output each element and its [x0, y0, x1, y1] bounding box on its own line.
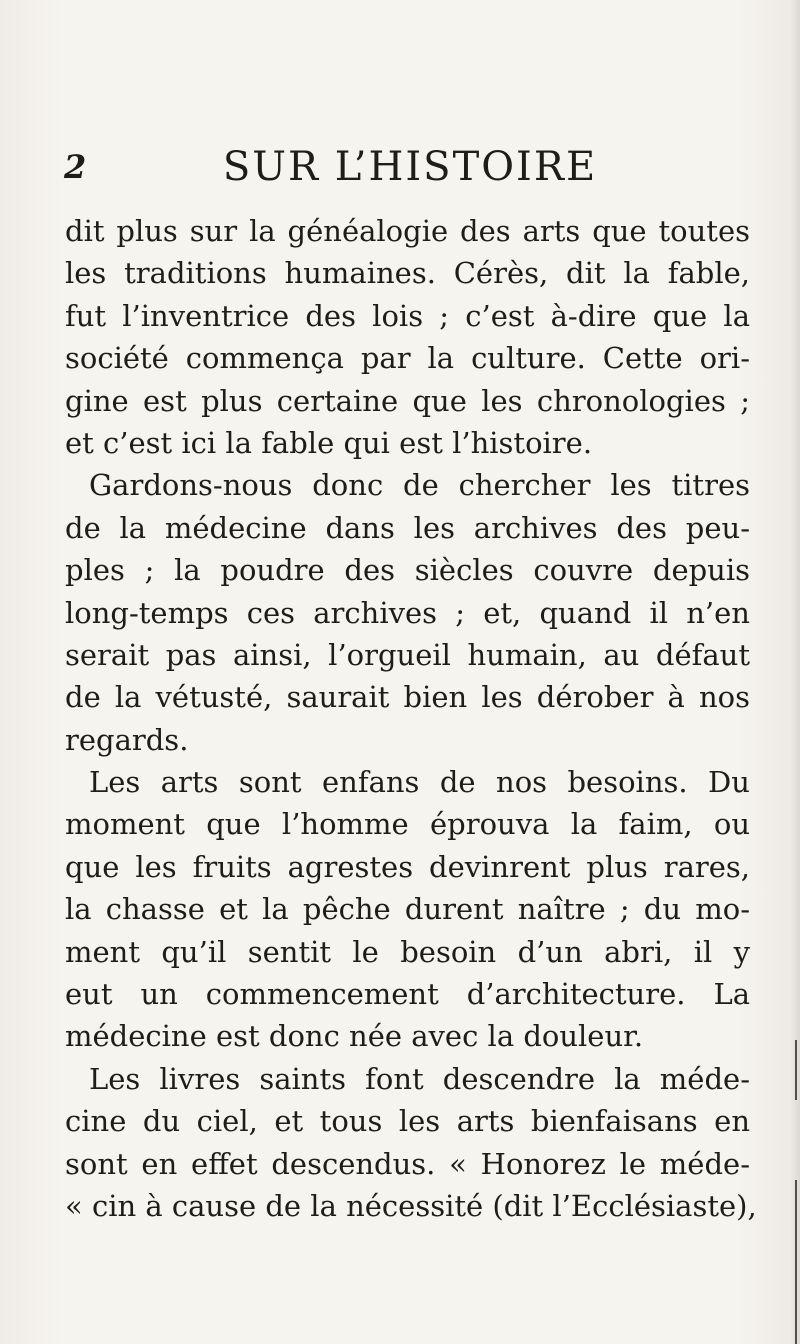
body-text: [65, 210, 757, 1227]
text-line: cine du ciel, et tous les arts bienfaisans en: [65, 1104, 750, 1139]
text-line: que les fruits agrestes devinrent plus rares,: [65, 849, 750, 884]
running-title: SUR L’HISTOIRE: [222, 144, 598, 190]
page-edge-mark: [795, 1040, 797, 1100]
text-line: fut l’inventrice des lois ; c’est à-dire que la: [65, 298, 750, 333]
text-line: de la médecine dans les archives des peu-: [65, 510, 750, 545]
text-line: Les livres saints font descendre la méde-: [89, 1061, 750, 1096]
text-line: serait pas ainsi, l’orgueil humain, au défaut: [65, 637, 750, 672]
text-line: de la vétusté, saurait bien les dérober à nos: [65, 680, 750, 715]
text-line: Les arts sont enfans de nos besoins. Du: [89, 765, 750, 800]
page-edge-mark: [795, 1180, 797, 1344]
text-line: médecine est donc née avec la douleur.: [65, 1019, 644, 1054]
text-line: moment que l’homme éprouva la faim, ou: [65, 807, 750, 842]
text-line: « cin à cause de la nécessité (dit l’Ecclésiaste),: [65, 1188, 757, 1223]
text-line: sont en effet descendus. « Honorez le méde-: [65, 1146, 750, 1181]
text-line: gine est plus certaine que les chronologies ;: [65, 383, 750, 418]
text-line: Gardons-nous donc de chercher les titres: [89, 468, 750, 503]
page-header: [0, 140, 800, 200]
text-line: ment qu’il sentit le besoin d’un abri, il y: [65, 934, 750, 969]
text-line: eut un commencement d’architecture. La: [65, 977, 750, 1012]
page-number: 2: [64, 148, 87, 186]
page-edge-shadow: [790, 0, 800, 1344]
text-line: la chasse et la pêche durent naître ; du mo-: [65, 892, 750, 927]
text-line: ples ; la poudre des siècles couvre depuis: [65, 553, 750, 588]
text-line: les traditions humaines. Cérès, dit la fable,: [65, 256, 750, 291]
text-line: long-temps ces archives ; et, quand il n’en: [65, 595, 750, 630]
text-line: et c’est ici la fable qui est l’histoire.: [65, 425, 593, 460]
text-line: regards.: [65, 722, 189, 757]
text-line: société commença par la culture. Cette ori-: [65, 341, 750, 376]
text-line: dit plus sur la généalogie des arts que toutes: [65, 214, 750, 248]
